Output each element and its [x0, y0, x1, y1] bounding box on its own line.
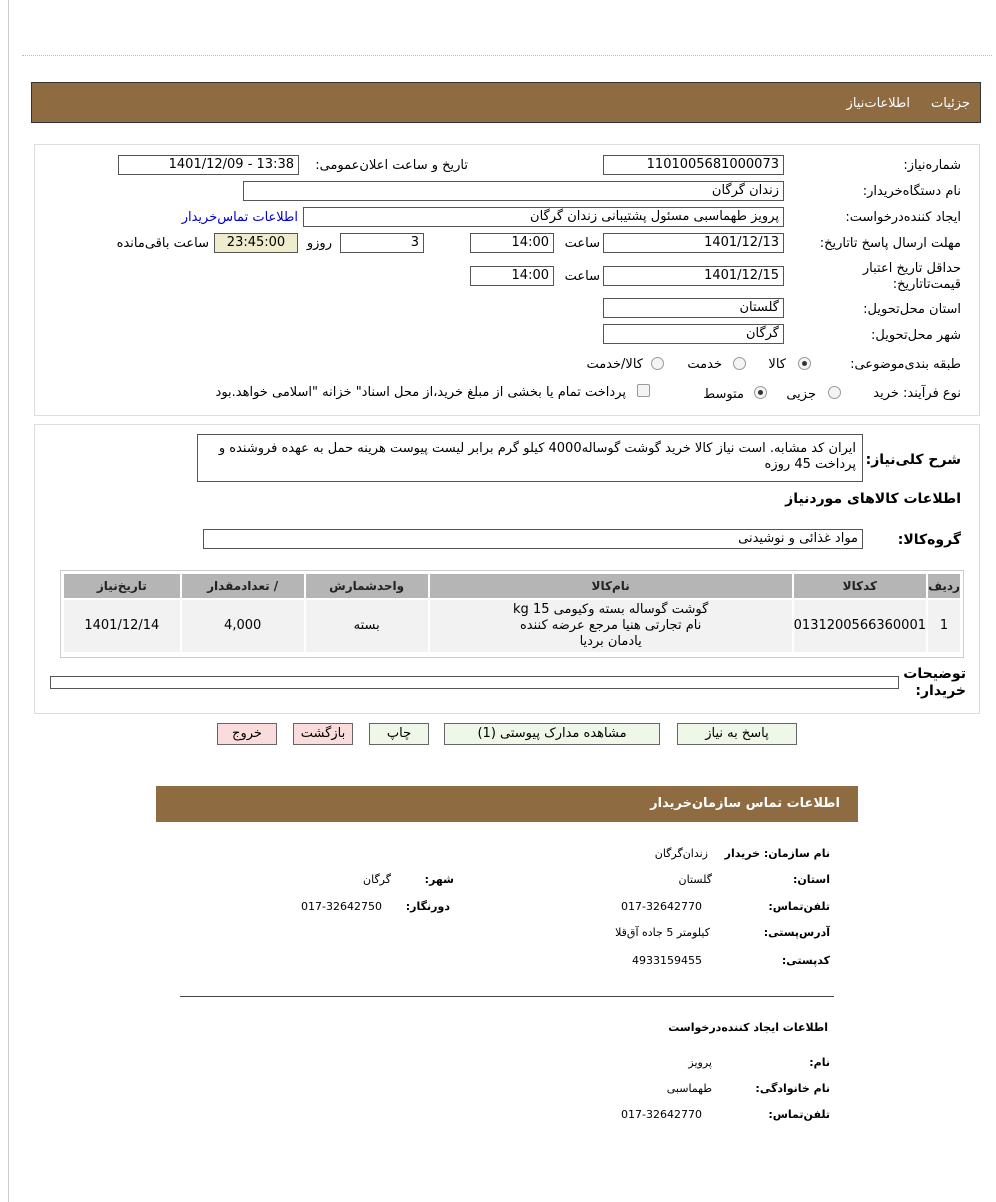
details-header-bar	[31, 82, 981, 123]
attachments-button[interactable]: مشاهده مدارک پیوستی (1)	[444, 723, 660, 745]
cell-name-line3: یادمان بردیا	[579, 634, 642, 649]
dotted-separator	[22, 55, 992, 56]
creator-first-name-label: نام:	[809, 1056, 830, 1069]
goods-group-label: گروه‌کالا:	[897, 532, 961, 548]
announce-field: 1401/12/09 - 13:38	[118, 155, 299, 175]
description-label: شرح کلی‌نیاز:	[865, 452, 961, 468]
contact-divider	[180, 996, 834, 997]
left-border-line	[8, 0, 9, 1202]
buyer-org-label: نام دستگاه‌خریدار:	[862, 184, 961, 199]
contact-city-label: شهر:	[424, 873, 454, 886]
contact-fax-label: دورنگار:	[405, 900, 450, 913]
col-unit: واحدشمارش	[306, 574, 428, 598]
validity-label: حداقل تاریخ اعتبار قیمت‌تا‌تاریخ:	[862, 261, 961, 292]
contact-phone: 017-32642770	[621, 900, 702, 913]
buyer-contact-link[interactable]: اطلاعات تماس‌خریدار	[181, 210, 298, 225]
back-button[interactable]: بازگشت	[293, 723, 353, 745]
category-both-label: کالا/خدمت	[586, 357, 643, 372]
cell-row: 1	[928, 600, 960, 652]
contact-postal-label: کدپستی:	[781, 954, 830, 967]
contact-city: گرگان	[363, 873, 391, 886]
buyer-notes-label: توضیحات خریدار:	[903, 666, 966, 699]
cell-code: 0131200566360001	[794, 600, 926, 652]
buyer-notes-field	[50, 676, 899, 689]
validity-date-field: 1401/12/15	[603, 266, 784, 286]
contact-fax: 017-32642750	[301, 900, 382, 913]
contact-org-label: نام سازمان: خریدار	[724, 847, 830, 860]
days-field: 3	[340, 233, 424, 253]
contact-address: کیلومتر 5 جاده آق‌قلا	[615, 926, 710, 939]
contact-province: گلستان	[678, 873, 712, 886]
creator-phone: 017-32642770	[621, 1108, 702, 1121]
province-field: گلستان	[603, 298, 784, 318]
contact-postal: 4933159455	[632, 954, 702, 967]
days-label: روزو	[306, 236, 332, 251]
category-service-label: خدمت	[687, 357, 722, 372]
process-medium-label: متوسط	[703, 387, 744, 402]
process-label: نوع فرآیند: خرید	[873, 386, 961, 401]
process-partial-label: جزیی	[786, 387, 816, 402]
buyer-org-field: زندان گرگان	[243, 181, 784, 201]
category-both-radio[interactable]	[651, 357, 664, 370]
province-label: استان محل‌تحویل:	[863, 302, 961, 317]
col-code: کدکالا	[794, 574, 926, 598]
cell-qty: 4,000	[182, 600, 304, 652]
contact-phone-label: تلفن‌تماس:	[768, 900, 830, 913]
tab-need-info[interactable]: اطلاعات‌نیاز	[846, 96, 910, 111]
category-goods-radio[interactable]	[798, 357, 811, 370]
description-field: ایران کد مشابه. است نیاز کالا خرید گوشت گوساله4000 کیلو گرم برابر لیست پیوست هرینه حمل به عهده فروشنده و پرداخت 45 روزه	[197, 434, 863, 482]
print-button[interactable]: چاپ	[369, 723, 429, 745]
goods-group-field: مواد غذائی و نوشیدنی	[203, 529, 863, 549]
cell-date: 1401/12/14	[64, 600, 180, 652]
reply-button[interactable]: پاسخ به نیاز	[677, 723, 797, 745]
contact-address-label: آدرس‌پستی:	[763, 926, 830, 939]
tab-details[interactable]: جزئیات	[931, 96, 970, 111]
deadline-time-field: 14:00	[470, 233, 554, 253]
process-partial-radio[interactable]	[828, 386, 841, 399]
contact-org: زندان‌گرگان	[654, 847, 708, 860]
contact-header-bar	[156, 786, 858, 822]
city-label: شهر محل‌تحویل:	[871, 328, 961, 343]
cell-name-line2: نام تجارتی هنیا مرجع عرضه کننده	[519, 618, 702, 633]
validity-time-label: ساعت	[564, 269, 600, 284]
creator-section-title: اطلاعات ایجاد کننده‌درخواست	[668, 1021, 828, 1034]
cell-unit: بسته	[306, 600, 428, 652]
items-table	[62, 572, 962, 654]
deadline-label: مهلت ارسال پاسخ تا‌تاریخ:	[819, 236, 961, 251]
creator-last-name: طهماسبی	[666, 1082, 712, 1095]
need-number-label: شماره‌نیاز:	[903, 158, 961, 173]
col-name: نام‌کالا	[430, 574, 792, 598]
table-row	[64, 600, 960, 652]
cell-name-line1: گوشت گوساله بسته وکیومی 15 kg	[513, 602, 709, 617]
category-service-radio[interactable]	[733, 357, 746, 370]
contact-title: اطلاعات تماس سازمان‌خریدار	[650, 796, 840, 811]
deadline-time-label: ساعت	[564, 236, 600, 251]
col-row: ردیف	[928, 574, 960, 598]
category-label: طبقه بندی‌موضوعی:	[850, 357, 961, 372]
treasury-payment-checkbox[interactable]	[637, 384, 650, 397]
city-field: گرگان	[603, 324, 784, 344]
exit-button[interactable]: خروج	[217, 723, 277, 745]
remaining-time-field: 23:45:00	[214, 233, 298, 253]
validity-time-field: 14:00	[470, 266, 554, 286]
remaining-label: ساعت باقی‌مانده	[116, 236, 209, 251]
creator-label: ایجاد کننده‌درخواست:	[845, 210, 961, 225]
cell-name	[430, 600, 792, 652]
payment-note: پرداخت تمام یا بخشی از مبلغ خرید،از محل اسناد" خزانه "اسلامی خواهد.بود	[215, 385, 626, 400]
category-goods-label: کالا	[768, 357, 786, 372]
deadline-date-field: 1401/12/13	[603, 233, 784, 253]
creator-last-name-label: نام خانوادگی:	[755, 1082, 830, 1095]
process-medium-radio[interactable]	[754, 386, 767, 399]
creator-phone-label: تلفن‌تماس:	[768, 1108, 830, 1121]
creator-field: پرویز طهماسبی مسئول پشتیبانی زندان گرگان	[303, 207, 784, 227]
announce-label: تاریخ و ساعت اعلان‌عمومی:	[315, 158, 468, 173]
creator-first-name: پرویز	[688, 1056, 712, 1069]
col-qty: / تعدادمقدار	[182, 574, 304, 598]
col-date: تاریخ‌نیاز	[64, 574, 180, 598]
contact-province-label: استان:	[793, 873, 830, 886]
goods-info-title: اطلاعات کالاهای موردنیاز	[785, 491, 961, 507]
need-number-field: 1101005681000073	[603, 155, 784, 175]
